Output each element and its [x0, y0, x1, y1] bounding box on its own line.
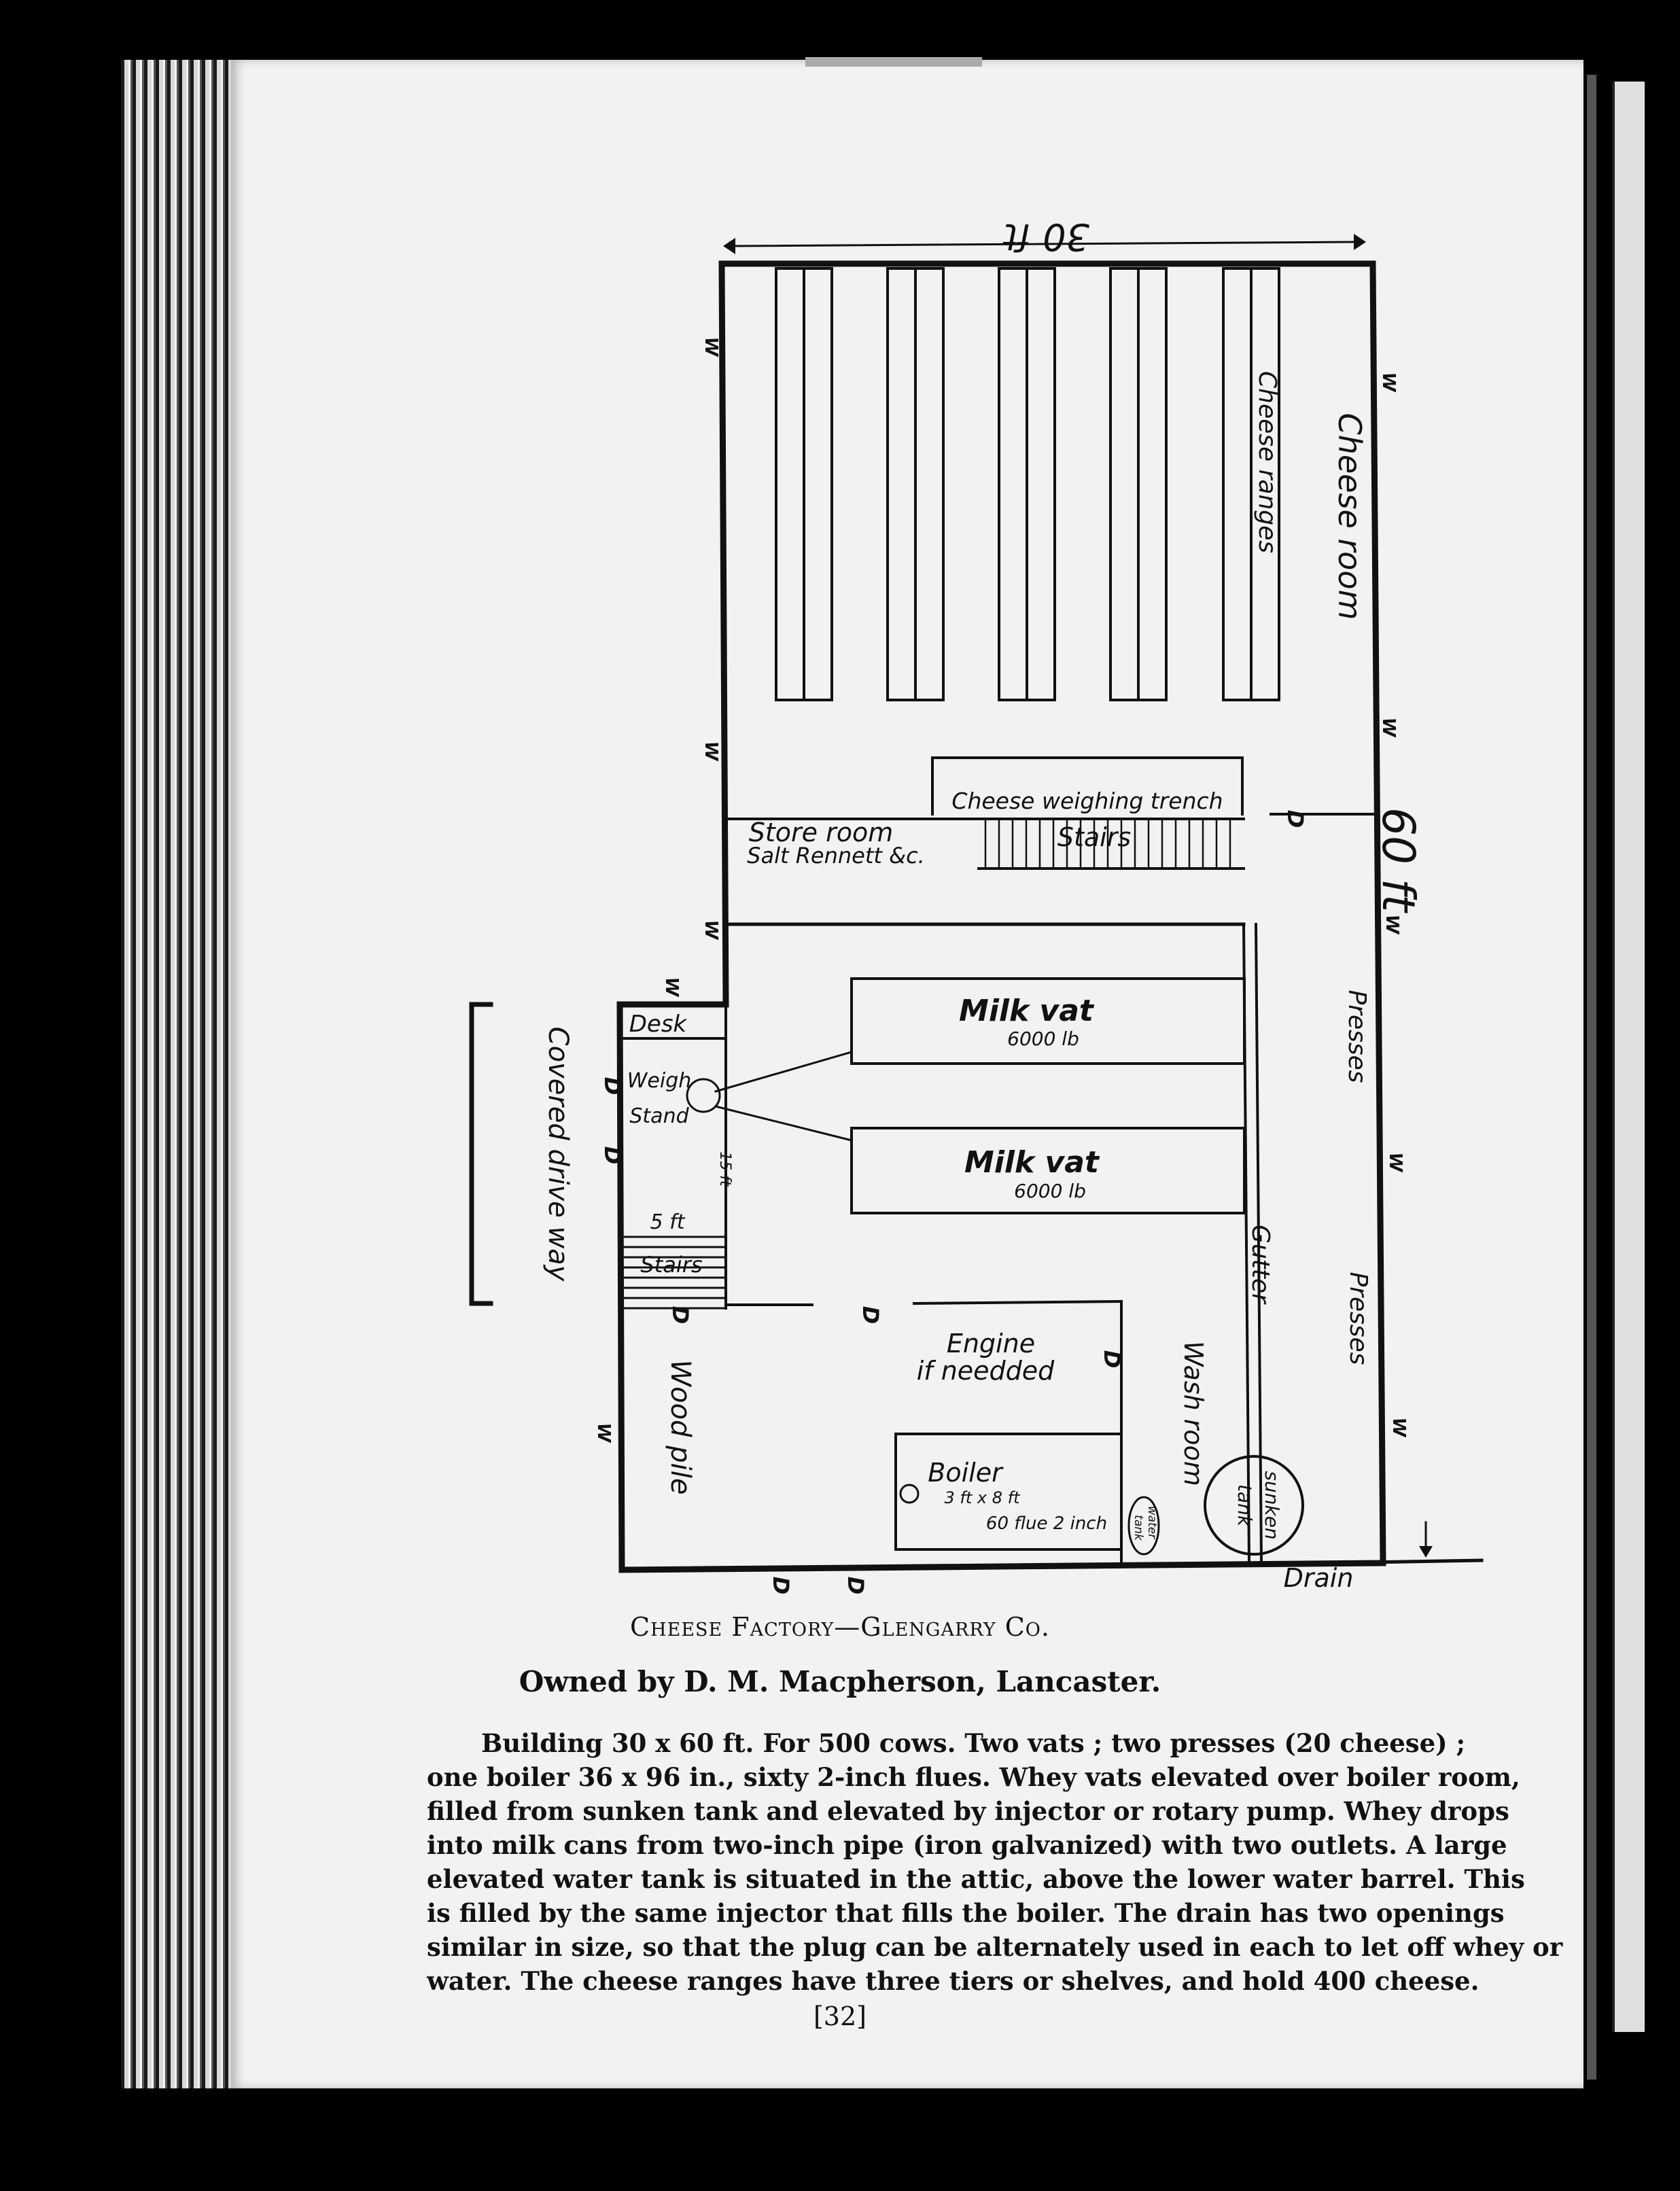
description-line: water. The cheese ranges have three tiers or shelves, and hold 400 cheese. [427, 1966, 1480, 1996]
description-line: filled from sunken tank and elevated by injector or rotary pump. Whey drops [427, 1796, 1509, 1826]
window-mark: W [1382, 914, 1402, 934]
weigh-scale-icon [687, 1079, 720, 1112]
weigh-stand-label-1: Weigh [627, 1069, 692, 1093]
covered-drive-bracket [472, 1004, 491, 1303]
window-mark: W [661, 977, 682, 997]
store-room-sublabel: Salt Rennett &c. [747, 843, 925, 869]
boiler-flue-label: 60 flue 2 inch [985, 1513, 1108, 1534]
water-tank-label-1: water [1145, 1505, 1159, 1539]
window-mark: W [701, 741, 721, 761]
engine-label-2: if needded [916, 1356, 1055, 1386]
door-mark: D [599, 1076, 625, 1096]
boiler-firebox-icon [900, 1485, 918, 1503]
door-mark: D [667, 1305, 693, 1325]
presses-1-label: Presses [1343, 989, 1371, 1083]
width-arrow-right-icon [1354, 234, 1366, 250]
weighing-trench-label: Cheese weighing trench [951, 788, 1223, 814]
stair-dimension-label: 5 ft [650, 1210, 685, 1234]
milk-vat-2-label: Milk vat [964, 1145, 1099, 1180]
milk-vat-1-label: Milk vat [959, 994, 1093, 1028]
door-mark: D [599, 1146, 625, 1165]
door-mark: D [768, 1576, 794, 1595]
door-mark: D [843, 1576, 869, 1595]
boiler-dimension-label: 3 ft x 8 ft [944, 1488, 1020, 1507]
drain-arrow-icon [1419, 1546, 1433, 1558]
desk-label: Desk [629, 1011, 687, 1038]
engine-room-wall-2 [914, 1301, 1121, 1303]
description-line: similar in size, so that the plug can be alternately used in each to let off whey or [427, 1932, 1563, 1962]
cheese-ranges [776, 268, 1279, 700]
upper-stairs-label: Stairs [1057, 822, 1132, 852]
milk-vat-2-capacity: 6000 lb [1014, 1180, 1086, 1202]
width-arrow-left-icon [723, 238, 735, 254]
drain-label: Drain [1283, 1563, 1354, 1593]
window-mark: W [1388, 1417, 1409, 1437]
owner-line: Owned by D. M. Macpherson, Lancaster. [519, 1665, 1161, 1698]
gutter-label: Gutter [1246, 1225, 1274, 1303]
cheese-ranges-label: Cheese ranges [1253, 370, 1281, 554]
door-mark: D [1099, 1350, 1125, 1369]
weigh-stand-label-2: Stand [629, 1104, 689, 1128]
window-mark: W [1378, 717, 1399, 737]
milk-vat-1-capacity: 6000 lb [1007, 1028, 1079, 1050]
milk-pipe-1 [716, 1052, 852, 1091]
sunken-tank-label-2: tank [1233, 1484, 1256, 1527]
window-mark: W [593, 1422, 614, 1443]
description-line: is filled by the same injector that fills the boiler. The drain has two openings [427, 1898, 1505, 1928]
boiler-label: Boiler [928, 1458, 1002, 1488]
description-line: one boiler 36 x 96 in., sixty 2-inch flues. Whey vats elevated over boiler room, [427, 1762, 1520, 1792]
description-line: into milk cans from two-inch pipe (iron galvanized) with two outlets. A large [427, 1830, 1507, 1860]
cheese-room-label: Cheese room [1331, 413, 1368, 620]
length-dimension-label: 60 ft [1372, 807, 1424, 913]
wash-room-label: Wash room [1178, 1341, 1208, 1486]
window-mark: W [701, 919, 721, 940]
store-room-label: Store room [748, 818, 894, 847]
wood-pile-label: Wood pile [665, 1359, 696, 1495]
window-mark: W [1385, 1152, 1405, 1172]
presses-2-label: Presses [1344, 1272, 1372, 1365]
lower-stairs-label: Stairs [640, 1252, 703, 1278]
door-mark: D [858, 1305, 883, 1325]
description-line: Building 30 x 60 ft. For 500 cows. Two vats ; two presses (20 cheese) ; [481, 1728, 1466, 1758]
page-number: [32] [813, 2001, 867, 2031]
weigh-dimension-label: 15 ft [716, 1151, 733, 1187]
window-mark: W [701, 336, 721, 357]
sunken-tank-label-1: sunken [1261, 1471, 1283, 1540]
window-mark: W [1378, 372, 1399, 392]
door-mark: D [1282, 809, 1308, 828]
engine-label-1: Engine [946, 1329, 1036, 1359]
description-line: elevated water tank is situated in the attic, above the lower water barrel. This [427, 1864, 1525, 1894]
figure-caption: Cheese Factory—Glengarry Co. [629, 1612, 1051, 1642]
width-dimension-label: 30 ft [1003, 215, 1090, 258]
water-tank-label-2: tank [1132, 1515, 1145, 1541]
milk-pipe-2 [716, 1106, 852, 1140]
description-paragraph [427, 1726, 1563, 1998]
covered-drive-label: Covered drive way [542, 1026, 574, 1282]
